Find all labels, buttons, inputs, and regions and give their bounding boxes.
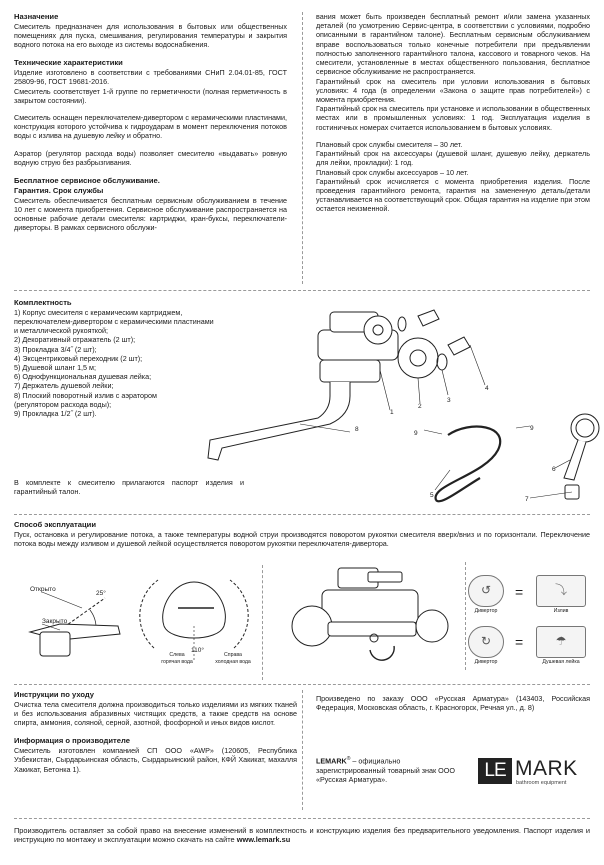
- specs-p2: Смеситель соответствует 1-й группе по герметичности (полная герметичность в закрытом состоянии).: [14, 86, 287, 105]
- label-right-sub: холодная вода: [215, 658, 251, 665]
- reflector-shape: [398, 338, 438, 378]
- specs-p1: Изделие изготовлено в соответствии с требованиями СНиП 2.04.01-85, ГОСТ 25809-96, ГОСТ 19681-2016.: [14, 68, 287, 87]
- kit-number: 9: [414, 430, 418, 437]
- label-outlet: Излив: [553, 608, 569, 614]
- operation-section: [14, 520, 590, 548]
- warranty-text-3: Гарантийный срок на смеситель при установке и использовании в общественных местах или в промышленных условиях: 1 год. Эксплуатация изделия в гостиничных номерах считается использованием в бытовых условиях.: [316, 104, 590, 132]
- hose-shape: [436, 427, 501, 502]
- kit-number: 3: [447, 397, 451, 404]
- logo-sub: bathroom equipment: [516, 780, 567, 786]
- kit-item: 2) Декоративный отражатель (2 шт);: [14, 335, 136, 345]
- label-diverter-2: Дивертор: [474, 659, 498, 665]
- label-open: Открыто: [30, 586, 56, 593]
- order-text: Произведено по заказу ООО «Русская Арматура» (143403, Российская Федерация, Московская область, г. Красногорск, Речная ул., д. 8): [316, 694, 590, 713]
- service-title: Бесплатное сервисное обслуживание.: [14, 176, 160, 186]
- kit-item: 4) Эксцентриковый переходник (2 шт);: [14, 353, 143, 363]
- divider-operation: [14, 514, 590, 515]
- kit-title: Комплектность: [14, 298, 72, 307]
- care-text: Очистка тела смесителя должна производиться только изделиями из мягких тканей и без использования абразивных чистящих средств, а также средств на основе спирта, аммония, соляной, серной, азотной, фосфорной и иных видов кислот.: [14, 699, 297, 728]
- accessories-warranty: Гарантийный срок на аксессуары (душевой шланг, душевую лейку, держатель для лейки, прокладки): 1 год.: [316, 149, 590, 168]
- gasket-shape: [437, 354, 447, 370]
- kit-item: и металлической рукояткой;: [14, 326, 109, 336]
- label-left-title: Слева: [169, 652, 185, 658]
- spout-shape: [208, 382, 350, 460]
- diverter-down-icon: ↻: [468, 626, 504, 658]
- kit-number: 9: [530, 425, 534, 432]
- spout-flow-icon: ⤵: [536, 575, 586, 607]
- lemark-logo: [478, 756, 590, 790]
- purpose-title: Назначение: [14, 12, 59, 21]
- equals-sign: =: [515, 584, 524, 600]
- brand-name: LEMARK: [316, 756, 347, 766]
- label-left-sub: горячая вода: [161, 658, 193, 665]
- kit-item: 8) Плоский поворотный излив с аэратором: [14, 390, 157, 400]
- specs-p3: Смеситель оснащен переключателем-дивертором с керамическими пластинами, конструкция которого устойчива к гидроударам в момент переключения потоков воды с излива на душевую лейку и обратно.: [14, 112, 287, 141]
- kit-item: 6) Однофункциональная душевая лейка;: [14, 372, 152, 382]
- warranty-text-1: вания может быть произведен бесплатный ремонт и/или замена указанных деталей (по усмотрению Сервис-центра, в соответствии с условиями, подробно описанными в гарантийном талоне). Бесплатным сервисным обслуживанием вправе воспользоваться только конечные потребители при предъявлении полностью заполненного гарантийного талона, кассового и товарного чеков. На смесители, установленные в местах общественного пользования, бесплатное сервисное обслуживание не распространяется.: [316, 12, 590, 77]
- shower-flow-icon: ☂: [536, 626, 586, 658]
- shower-head-shape: [571, 414, 599, 442]
- care-section: [14, 690, 297, 774]
- manufacturer-text: Смеситель изготовлен компанией СП ООО «AWP» (120605, Республика Узбекистан, Сырдарьинская область, Сырдарьинский район, КФЙ Хакикат, махалля Хакикат, Бетонка 1).: [14, 746, 297, 774]
- operation-divider: [262, 565, 263, 680]
- kit-item: 5) Душевой шланг 1,5 м;: [14, 363, 96, 373]
- logo-le: LE: [478, 758, 512, 784]
- kit-number: 7: [525, 496, 529, 503]
- kit-number: 2: [418, 403, 422, 410]
- footer-site-link[interactable]: www.lemark.su: [236, 835, 291, 845]
- kit-number: 1: [390, 409, 394, 416]
- footer: [14, 826, 590, 845]
- footer-text: Производитель оставляет за собой право на внесение изменений в комплектность и конструкцию изделия без предварительного уведомления. Паспорт изделия и инструкцию по монтажу и эксплуатации можно скачать на сайте: [14, 826, 590, 845]
- diverter-up-icon: ↺: [468, 575, 504, 607]
- divider-care: [14, 684, 590, 685]
- label-angle-25: 25°: [96, 590, 106, 597]
- operation-text: Пуск, остановка и регулирование потока, а также температуры водной струи производятся поворотом рукоятки смесителя вверх/вниз и по горизонтали. Переключение потока воды между изливом и душевой лейкой осуществляется поворотом рукоятки переключателя-дивертора.: [14, 529, 590, 548]
- logo-mark: MARK: [515, 757, 578, 780]
- label-diverter-1: Дивертор: [474, 608, 498, 614]
- brand-reg: ®: [346, 756, 351, 762]
- label-left: [152, 652, 202, 665]
- kit-number: 5: [430, 492, 434, 499]
- equals-sign: =: [515, 634, 524, 650]
- kit-item: (регулятором расхода воды);: [14, 399, 112, 409]
- purpose-text: Смеситель предназначен для использования в бытовых или общественных помещениях для пуска, смешивания, регулирования температуры и закрытия водного потока на его выходе из системы водоснабжения.: [14, 21, 287, 50]
- kit-note: В комплекте к смесителю прилагаются паспорт изделия и гарантийный талон.: [14, 478, 244, 497]
- label-right-title: Справа: [224, 652, 242, 658]
- accessories-lifetime: Плановый срок службы аксессуаров – 10 лет.: [316, 167, 469, 177]
- brand-text: [316, 756, 464, 784]
- label-shower: Душевая лейка: [542, 659, 580, 665]
- handle-top-shape: [163, 582, 226, 638]
- operation-title: Способ эксплуатации: [14, 520, 96, 529]
- warranty-text-4: Гарантийный срок исчисляется с момента приобретения изделия. После проведения гарантийного ремонта, гарантия на замененную деталь/детали устанавливается на соответствующий срок. Общая гарантия на изделие при этом остается неизменной.: [316, 176, 590, 214]
- mixer-front-view: [282, 566, 452, 671]
- brand-desc: – официально зарегистрированный товарный знак ООО «Русская Арматура».: [316, 756, 455, 784]
- label-angle-110: 110°: [191, 647, 204, 654]
- adapter-shape: [448, 337, 470, 355]
- right-column-top: [316, 12, 590, 214]
- kit-number: 4: [485, 385, 489, 392]
- lifetime-text: Плановый срок службы смесителя – 30 лет.: [316, 139, 463, 149]
- lever-diagram: [20, 570, 130, 670]
- label-closed: Закрыто: [42, 618, 68, 625]
- specs-p4: Аэратор (регулятор расхода воды) позволяет смесителю «выдавать» ровную водную струю без разбрызгивания.: [14, 148, 287, 167]
- left-column-top: [14, 12, 287, 232]
- kit-item: 1) Корпус смесителя с керамическим картриджем,: [14, 307, 183, 317]
- kit-item: 7) Держатель душевой лейки;: [14, 381, 114, 391]
- kit-item: 9) Прокладка 1/2˝ (2 шт).: [14, 409, 97, 419]
- care-title: Инструкции по уходу: [14, 690, 95, 699]
- divider-footer: [14, 818, 590, 819]
- warranty-text-2: Гарантийный срок на смеситель при условии использования в бытовых условиях: 4 года (в определении «Закона о защите прав потребителей») с момента приобретения.: [316, 76, 590, 104]
- kit-diagram: [180, 300, 600, 510]
- warranty-title: Гарантия. Срок службы: [14, 185, 104, 195]
- specs-title: Технические характеристики: [14, 58, 123, 68]
- kit-number: 6: [552, 466, 556, 473]
- manufacturer-title: Информация о производителе: [14, 736, 130, 746]
- label-right: [208, 652, 258, 665]
- column-divider-top: [302, 12, 303, 284]
- kit-item: переключателем-дивертором с керамическими пластинами: [14, 316, 214, 326]
- handle-lever-shape: [368, 572, 402, 582]
- kit-number: 8: [355, 426, 359, 433]
- service-text: Смеситель обеспечивается бесплатным сервисным обслуживанием в течение 10 лет с момента приобретения. Сервисное обслуживание распространяется на основные рабочие детали смесителя: картриджи, кран-буксы, переключатели-диверторы. В рамках сервисного обслужи-: [14, 195, 287, 233]
- kit-item: 3) Прокладка 3/4˝ (2 шт);: [14, 344, 97, 354]
- divider-kit: [14, 290, 590, 291]
- column-divider-bottom: [302, 690, 303, 810]
